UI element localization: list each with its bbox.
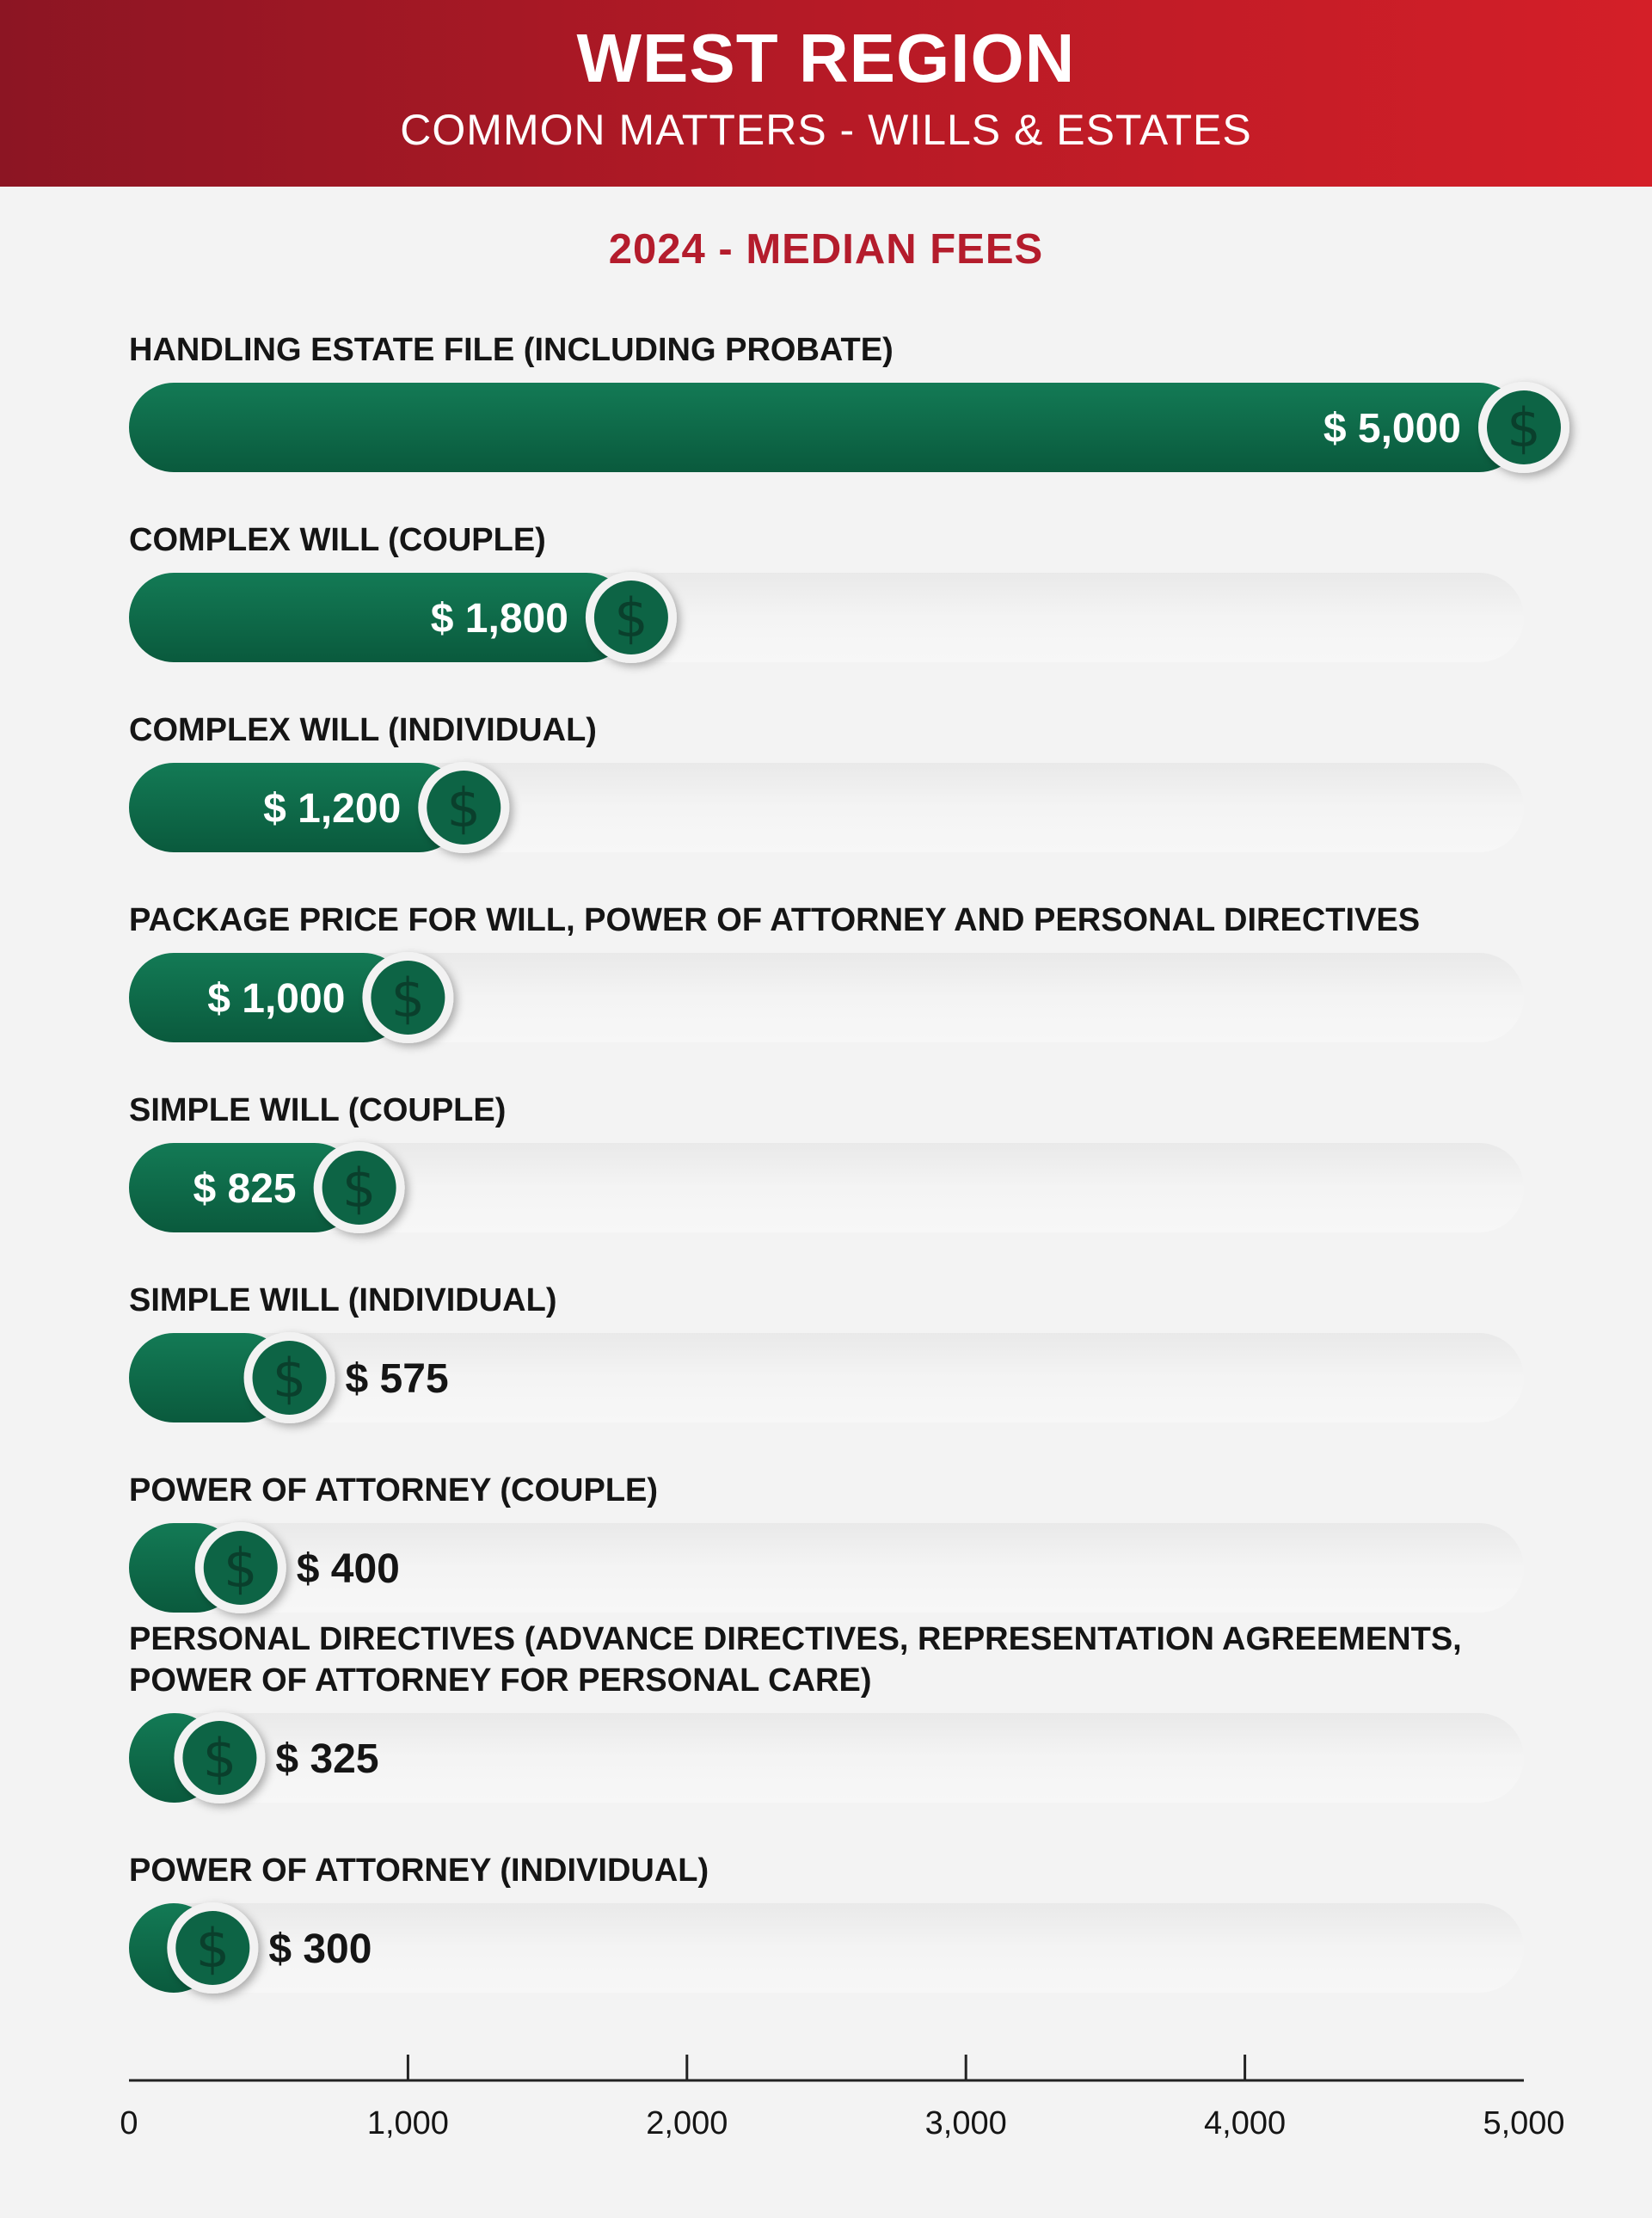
bar-group-6	[129, 1282, 1524, 1423]
dollar-icon	[418, 762, 509, 853]
value-label: $ 5,000	[1323, 406, 1461, 452]
dollar-icon	[362, 952, 453, 1043]
dollar-icon	[167, 1902, 258, 1994]
x-tick-label: 1,000	[366, 2105, 449, 2141]
value-label: $ 1,800	[430, 596, 568, 642]
x-tick-label: 3,000	[924, 2105, 1007, 2141]
bar-group-4	[129, 902, 1524, 1043]
dollar-icon	[244, 1332, 335, 1423]
svg-text:$: $	[390, 967, 426, 1029]
bar-group-1	[129, 332, 1569, 473]
bar	[129, 383, 1524, 472]
svg-text:$: $	[195, 1917, 230, 1980]
svg-text:$: $	[1507, 396, 1541, 459]
svg-text:$: $	[272, 1347, 307, 1410]
bar-label: PERSONAL DIRECTIVES (ADVANCE DIRECTIVES, REPRESENTATION AGREEMENTS,	[129, 1621, 1462, 1657]
svg-text:$: $	[446, 777, 482, 839]
value-label: $ 1,000	[207, 976, 346, 1022]
bar-label: COMPLEX WILL (COUPLE)	[129, 522, 546, 558]
value-label: $ 1,200	[263, 786, 402, 832]
bar-label: HANDLING ESTATE FILE (INCLUDING PROBATE)	[129, 332, 894, 368]
bar-group-8	[129, 1621, 1524, 1803]
dollar-icon	[174, 1712, 265, 1803]
bar-group-3	[129, 712, 1524, 853]
bar-group-5	[129, 1092, 1524, 1233]
x-tick-label: 0	[120, 2105, 138, 2141]
chart-title: 2024 - MEDIAN FEES	[608, 226, 1044, 273]
bar-label: POWER OF ATTORNEY (INDIVIDUAL)	[129, 1852, 709, 1889]
dollar-icon	[1478, 382, 1569, 473]
bar-label: COMPLEX WILL (INDIVIDUAL)	[129, 712, 597, 748]
value-label: $ 325	[275, 1736, 379, 1782]
dollar-icon	[586, 572, 677, 663]
x-tick-label: 5,000	[1483, 2105, 1565, 2141]
x-tick-label: 4,000	[1204, 2105, 1287, 2141]
bar-track	[129, 1333, 1524, 1422]
bar-group-7	[129, 1472, 1524, 1613]
value-label: $ 400	[296, 1546, 400, 1592]
bar-group-2	[129, 522, 1524, 663]
bar-label: SIMPLE WILL (COUPLE)	[129, 1092, 507, 1128]
value-label: $ 300	[268, 1926, 372, 1972]
dollar-icon	[314, 1142, 405, 1233]
bar-group-9	[129, 1852, 1524, 1994]
svg-text:$: $	[202, 1727, 237, 1790]
page-subtitle: COMMON MATTERS - WILLS & ESTATES	[400, 106, 1252, 154]
value-label: $ 575	[345, 1356, 449, 1402]
svg-text:$: $	[614, 587, 648, 649]
svg-text:$: $	[341, 1157, 377, 1220]
value-label: $ 825	[193, 1166, 297, 1212]
bar-label: PACKAGE PRICE FOR WILL, POWER OF ATTORNEY AND PERSONAL DIRECTIVES	[129, 902, 1421, 938]
dollar-icon	[195, 1522, 286, 1613]
bar-label: POWER OF ATTORNEY FOR PERSONAL CARE)	[129, 1662, 872, 1699]
x-tick-label: 2,000	[646, 2105, 728, 2141]
page-title: WEST REGION	[576, 20, 1076, 96]
bar-label: POWER OF ATTORNEY (COUPLE)	[129, 1472, 659, 1508]
bar-label: SIMPLE WILL (INDIVIDUAL)	[129, 1282, 557, 1318]
svg-text:$: $	[224, 1537, 258, 1600]
